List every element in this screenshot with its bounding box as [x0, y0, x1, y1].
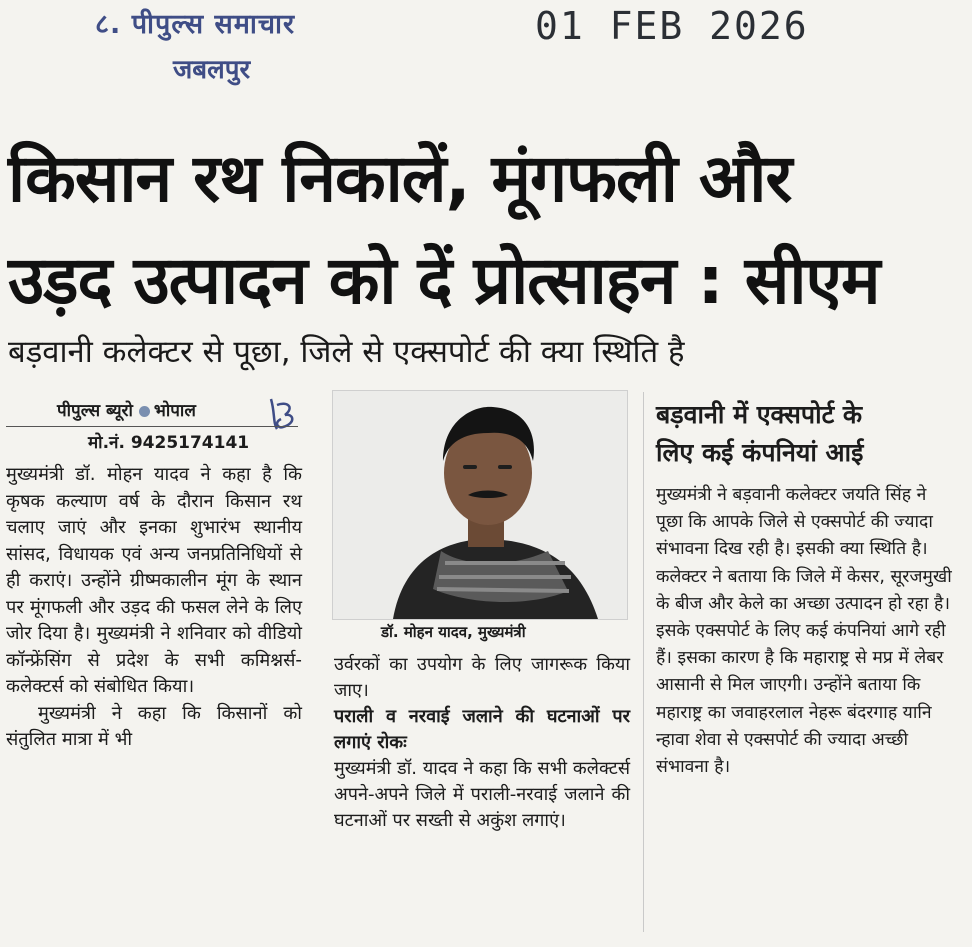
byline-bureau: पीपुल्स ब्यूरो — [57, 401, 133, 421]
article-column-3 — [656, 482, 956, 781]
col2-paragraph-2: मुख्यमंत्री डॉ. यादव ने कहा कि सभी कलेक्टर्स अपने-अपने जिले में पराली-नरवाई जलाने की घटनाओं पर सख्ती से अकुंश लगाएं। — [334, 758, 630, 831]
headline-line-2: उड़द उत्पादन को दें प्रोत्साहन : सीएम — [8, 242, 880, 319]
photo-caption: डॉ. मोहन यादव, मुख्यमंत्री — [381, 623, 526, 641]
col1-paragraph-2: मुख्यमंत्री ने कहा कि किसानों को संतुलित मात्रा में भी — [6, 702, 302, 750]
bullet-dot-icon — [139, 406, 150, 417]
headline-line-1: किसान रथ निकालें, मूंगफली और — [8, 140, 792, 217]
article-column-1 — [6, 462, 302, 754]
date-stamp: 01 FEB 2026 — [535, 4, 809, 48]
col3-heading-line-1: बड़वानी में एक्सपोर्ट के — [656, 400, 863, 429]
byline-mobile: मो.नं. 9425174141 — [88, 433, 250, 453]
col2-paragraph-1: उर्वरकों का उपयोग के लिए जागरूक किया जाए। — [334, 654, 630, 701]
column-divider — [643, 392, 644, 932]
byline-divider — [6, 426, 298, 427]
col3-paragraph-1: मुख्यमंत्री ने बड़वानी कलेक्टर जयति सिंह ने पूछा कि आपके जिले से एक्सपोर्ट की ज्यादा संभावना दिख रही है। इसकी क्या स्थिति है। कलेक्टर ने बताया कि जिले में केसर, सूरजमुखी के बीज और केले का अच्छा उत्पादन हो रहा है। इसके एक्सपोर्ट के लिए कई कंपनियां आगे रही हैं। इसका कारण है कि महाराष्ट्र से मप्र में लेबर आसानी से मिल जाएगी। उन्होंने बताया कि महाराष्ट्र का जवाहरलाल नेहरू बंदरगाह यानि न्हावा शेवा से एक्सपोर्ट की ज्यादा अच्छी संभावना है। — [656, 485, 952, 778]
newspaper-stamp-city: जबलपुर — [173, 55, 251, 85]
subheadline: बड़वानी कलेक्टर से पूछा, जिले से एक्सपोर्ट की क्या स्थिति है — [8, 334, 685, 370]
byline-city: भोपाल — [153, 401, 196, 421]
newspaper-stamp-name: ८. पीपुल्स समाचार — [95, 9, 296, 40]
col3-heading — [656, 396, 956, 472]
article-column-2 — [334, 652, 630, 834]
col2-subheading: पराली व नरवाई जलाने की घटनाओं पर लगाएं रोकः — [334, 706, 630, 753]
headline — [8, 128, 964, 332]
signature-scribble-icon — [265, 393, 301, 435]
col1-paragraph-1: मुख्यमंत्री डॉ. मोहन यादव ने कहा है कि कृषक कल्याण वर्ष के दौरान किसान रथ चलाए जाएं और इनका शुभारंभ स्थानीय सांसद, विधायक एवं अन्य जनप्रतिनिधियों से ही कराएं। उन्होंने ग्रीष्मकालीन मूंग के स्थान पर मूंगफली और उड़द की फसल लेने के लिए जोर दिया है। मुख्यमंत्री ने शनिवार को वीडियो कॉन्फ्रेंसिंग से प्रदेश के सभी कमिश्नर्स-कलेक्टर्स को संबोधित किया। — [6, 464, 302, 697]
portrait-image — [333, 391, 627, 619]
byline — [57, 398, 196, 421]
cm-photo — [332, 390, 628, 620]
col3-heading-line-2: लिए कई कंपनियां आई — [656, 438, 864, 467]
